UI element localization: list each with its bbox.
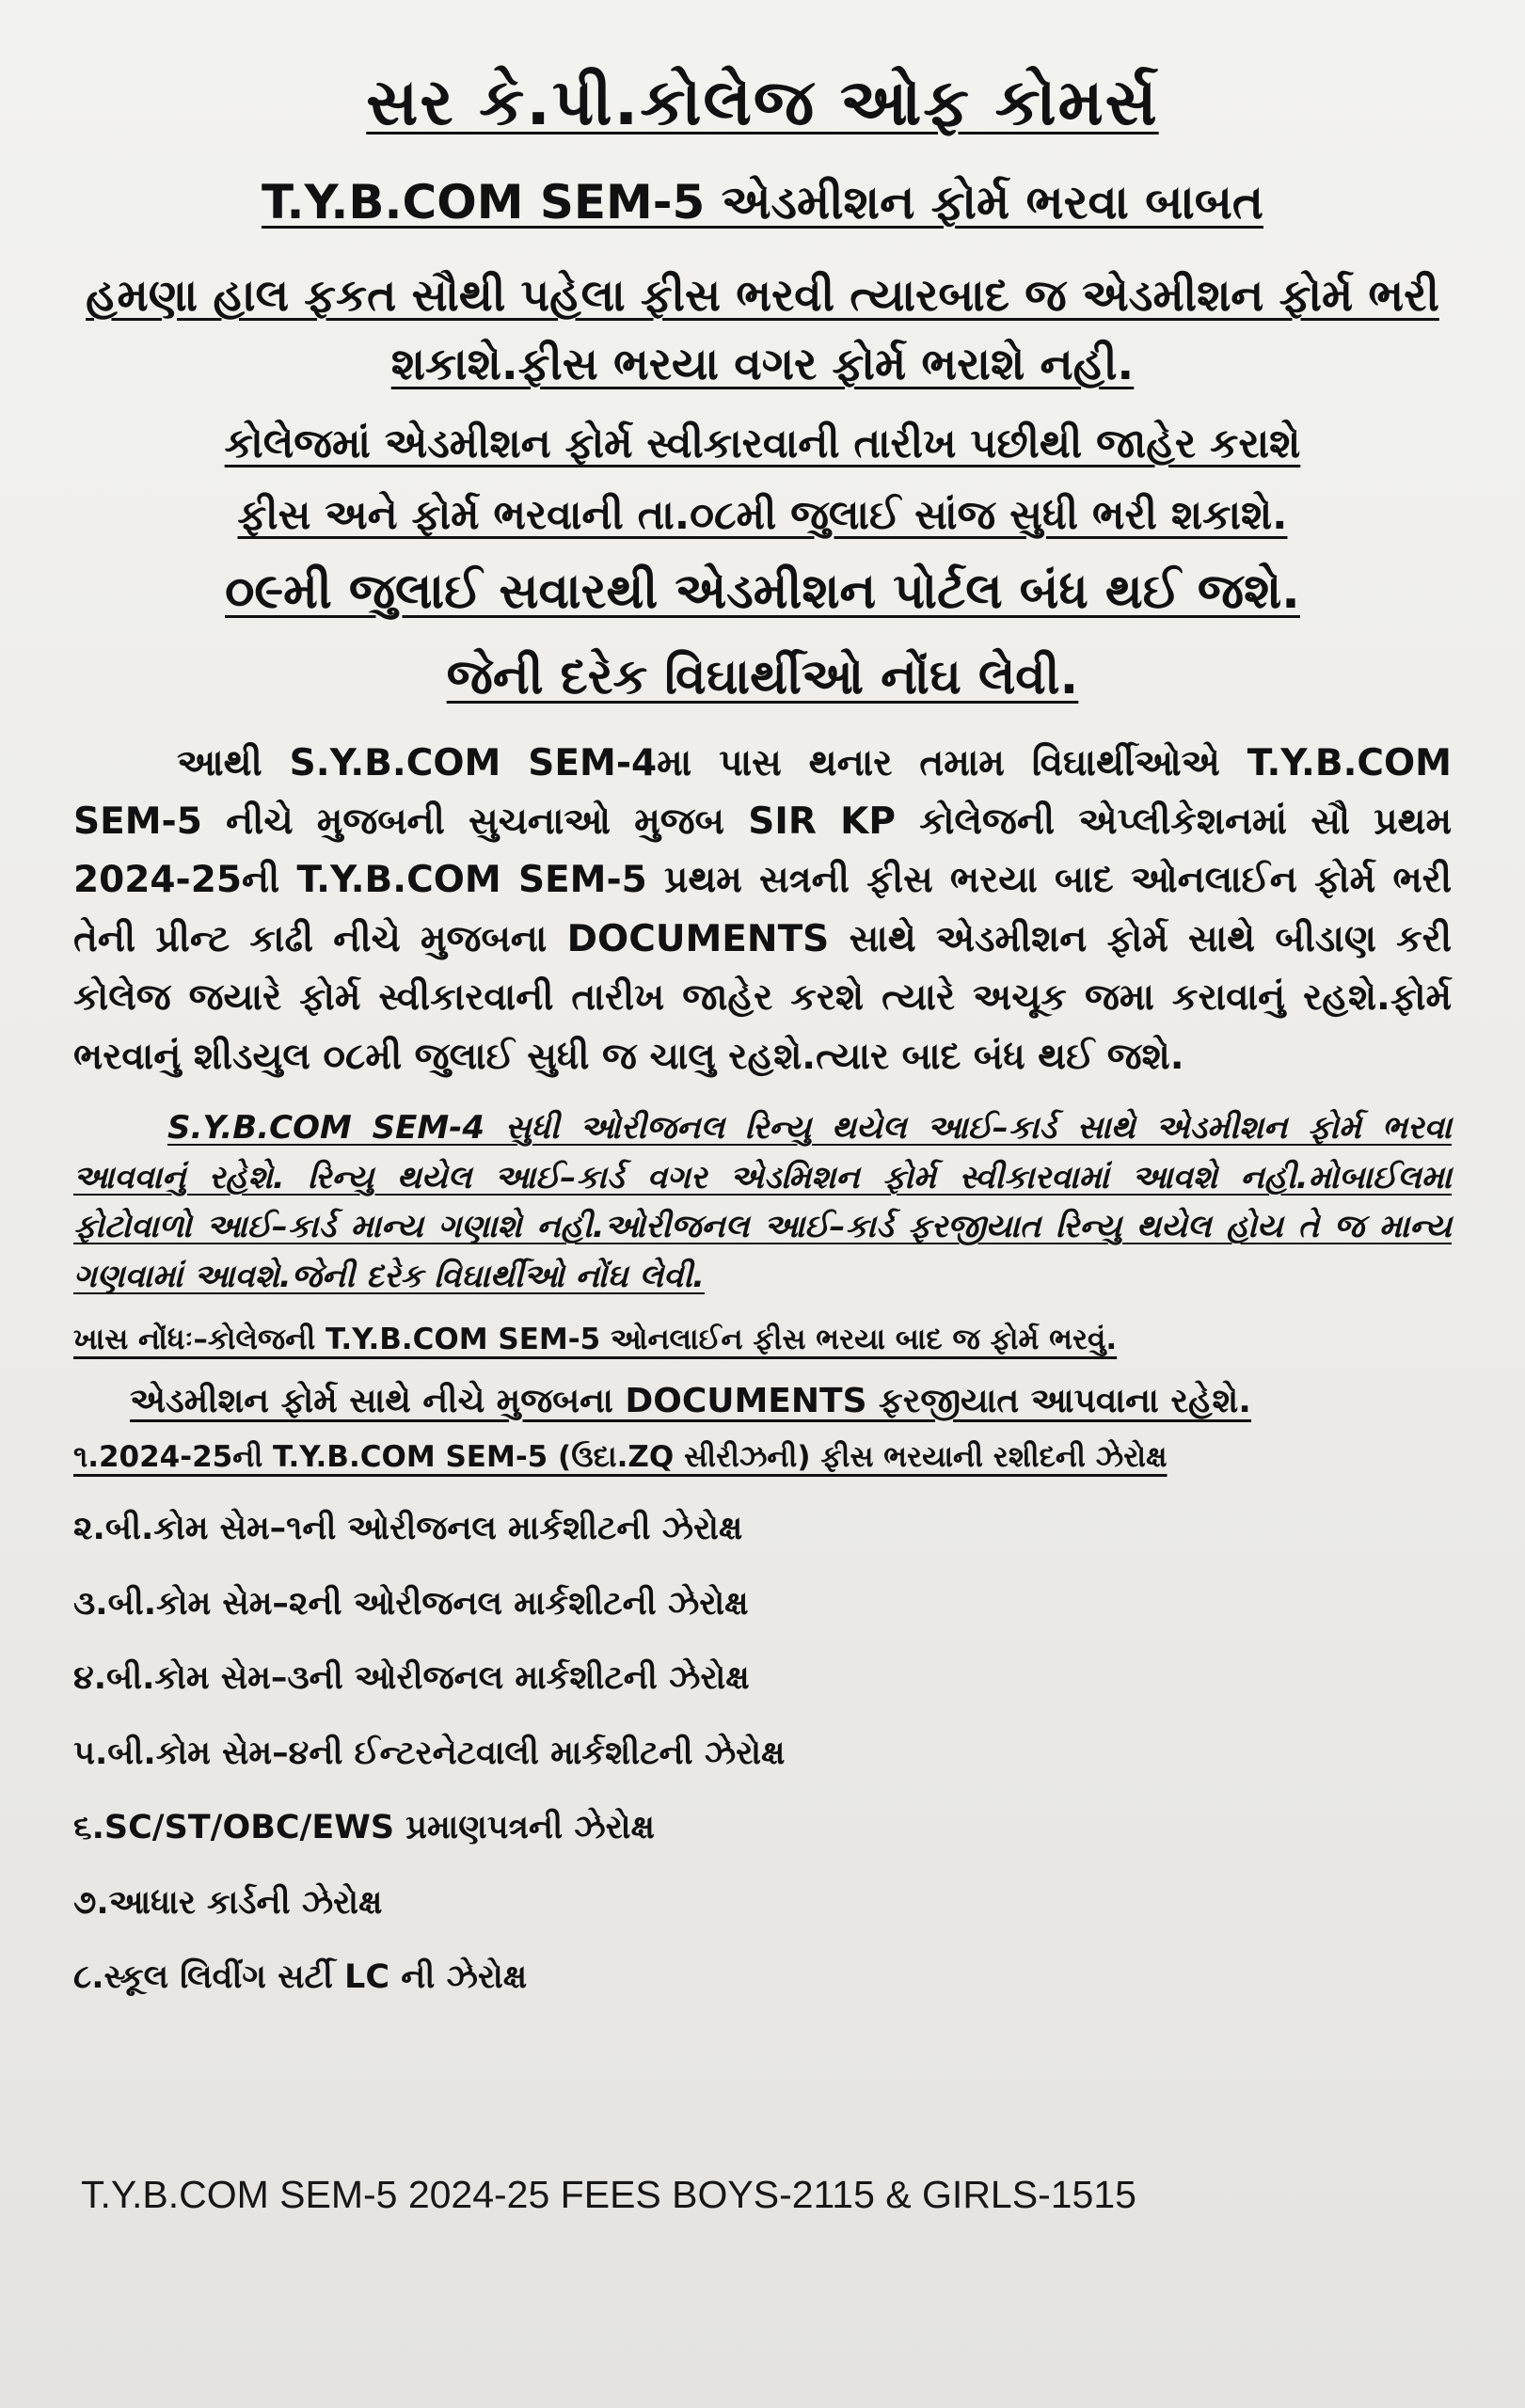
- document-item: ૧.2024-25ની T.Y.B.COM SEM-5 (ઉદા.ZQ સીરીઝની) ફીસ ભરયાની રશીદની ઝેરોક્ષ: [73, 1439, 1168, 1474]
- id-card-paragraph: S.Y.B.COM SEM-4 સુધી ઓરીજનલ રિન્યુ થયેલ આઈ–કાર્ડ સાથે એડમીશન ફોર્મ ભરવા આવવાનું રહેશે. રિન્યુ થયેલ આઈ–કાર્ડ વગર એડમિશન ફોર્મ સ્વીકારવામાં આવશે નહી.મોબાઈલમા ફોટોવાળો આઈ–કાર્ડ માન્ય ગણાશે નહી.ઓરીજનલ આઈ–કાર્ડ ફરજીયાત રિન્યુ થયેલ હોય તે જ માન્ય ગણવામાં આવશે.જેની દરેક વિઘાર્થીઓ નોંઘ લેવી.: [73, 1109, 1452, 1296]
- college-name: સર કે.પી.કોલેજ ઓફ કોમર્સ: [366, 66, 1159, 140]
- fee-first-block: [73, 262, 1452, 400]
- students-note-block: [73, 649, 1452, 706]
- special-note: ખાસ નોંધઃ–કોલેજની T.Y.B.COM SEM-5 ઓનલાઈન ફીસ ભરયા બાદ જ ફોર્મ ભરવું.: [73, 1322, 1118, 1356]
- acceptance-block: [73, 420, 1452, 467]
- documents-heading: એડમીશન ફોર્મ સાથે નીચે મુજબના DOCUMENTS ફરજીયાત આપવાના રહેશે.: [130, 1381, 1251, 1420]
- title-block: [73, 66, 1452, 141]
- instructions-paragraph: આથી S.Y.B.COM SEM-4મા પાસ થનાર તમામ વિઘાર્થીઓએ T.Y.B.COM SEM-5 નીચે મુજબની સુચનાઓ મુજબ SIR KP કોલેજની એપ્લીકેશનમાં સૌ પ્રથમ 2024-25ની T.Y.B.COM SEM-5 પ્રથમ સત્રની ફીસ ભરયા બાદ ઓનલાઈન ફોર્મ ભરી તેની પ્રીન્ટ કાઢી નીચે મુજબના DOCUMENTS સાથે એડમીશન ફોર્મ સાથે બીડાણ કરી કોલેજ જયારે ફોર્મ સ્વીકારવાની તારીખ જાહેર કરશે ત્યારે અચૂક જમા કરાવાનું રહશે.ફોર્મ ભરવાનું શીડયુલ ૦૮મી જુલાઈ સુધી જ ચાલુ રહશે.ત્યાર બાદ બંધ થઈ જશે.: [73, 741, 1452, 1078]
- document-item: ૬.SC/ST/OBC/EWS પ્રમાણપત્રની ઝેરોક્ષ: [73, 1809, 655, 1847]
- document-item: ૩.બી.કોમ સેમ–૨ની ઓરીજનલ માર્કશીટની ઝેરોક્ષ: [73, 1584, 749, 1623]
- subject-block: [73, 175, 1452, 230]
- deadline-notice: ફીસ અને ફોર્મ ભરવાની તા.૦૮મી જુલાઈ સાંજ સુધી ભરી શકાશે.: [237, 491, 1288, 539]
- document-item: ૨.બી.કોમ સેમ–૧ની ઓરીજનલ માર્કશીટની ઝેરોક્ષ: [73, 1510, 743, 1548]
- acceptance-date-notice: કોલેજમાં એડમીશન ફોર્મ સ્વીકારવાની તારીખ પછીથી જાહેર કરાશે: [224, 420, 1301, 467]
- documents-list: [73, 1438, 1452, 2000]
- subject-heading: T.Y.B.COM SEM-5 એડમીશન ફોર્મ ભરવા બાબત: [261, 175, 1264, 230]
- document-item: ૭.આધાર કાર્ડની ઝેરોક્ષ: [73, 1883, 383, 1922]
- fee-first-notice: હમણા હાલ ફકત સૌથી પહેલા ફીસ ભરવી ત્યારબાદ જ એડમીશન ફોર્મ ભરી શકાશે.ફીસ ભરયા વગર ફોર્મ ભરાશે નહી.: [86, 270, 1439, 390]
- document-item: ૪.બી.કોમ સેમ–૩ની ઓરીજનલ માર્કશીટની ઝેરોક્ષ: [73, 1659, 750, 1698]
- deadline-block: [73, 492, 1452, 539]
- fees-footer: T.Y.B.COM SEM-5 2024-25 FEES BOYS-2115 & GIRLS-1515: [81, 2173, 1136, 2216]
- portal-close-block: [73, 563, 1452, 621]
- students-note: જેની દરેક વિઘાર્થીઓ નોંઘ લેવી.: [446, 648, 1079, 705]
- document-item: ૫.બી.કોમ સેમ–૪ની ઈન્ટરનેટવાલી માર્કશીટની ઝેરોક્ષ: [73, 1734, 786, 1772]
- document-item: ૮.સ્કૂલ લિવીંગ સર્ટી LC ની ઝેરોક્ષ: [73, 1958, 528, 1997]
- portal-close-notice: ૦૯મી જુલાઈ સવારથી એડમીશન પોર્ટલ બંધ થઈ જશે.: [225, 562, 1300, 620]
